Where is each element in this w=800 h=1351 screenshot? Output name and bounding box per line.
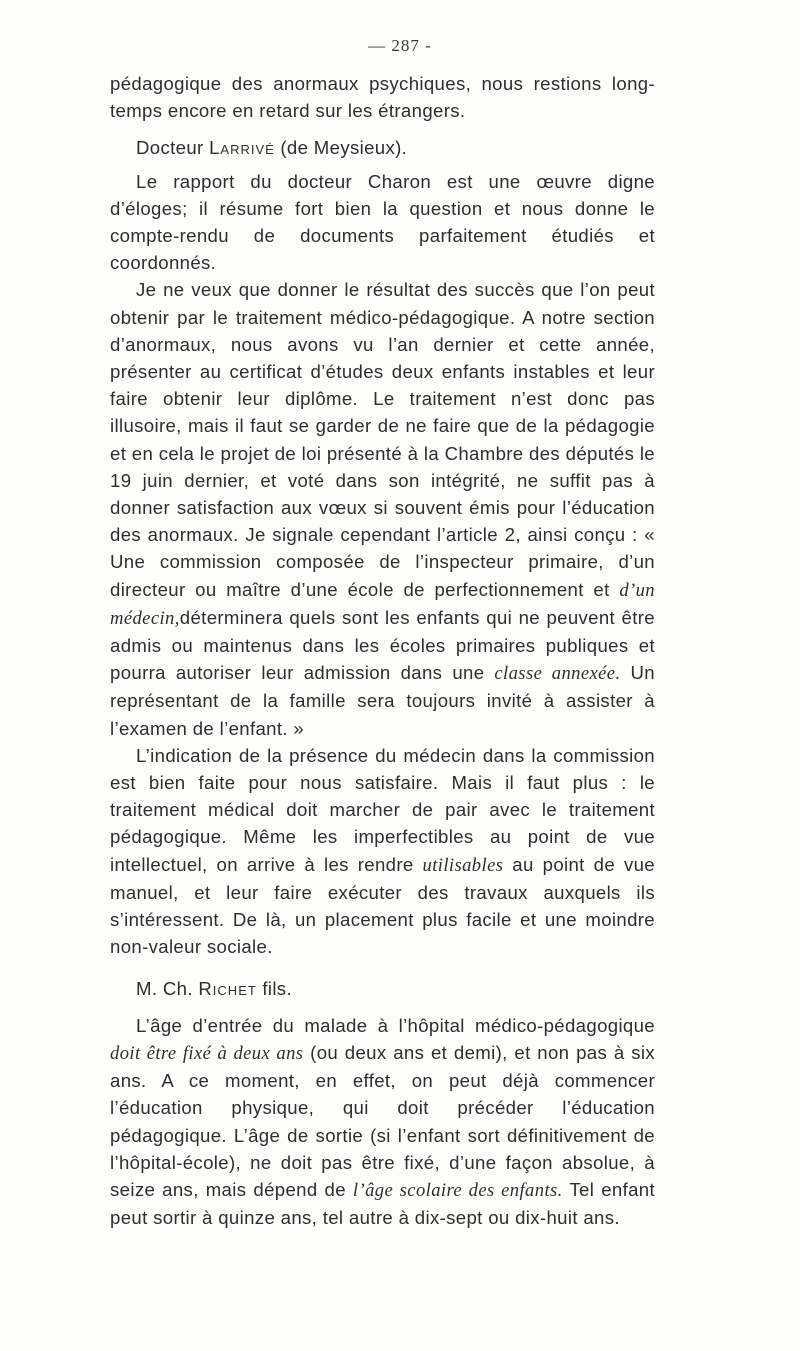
speaker-title: M. Ch.	[136, 977, 199, 999]
italic-text: utilisables	[422, 854, 504, 876]
italic-text: d’un médecin,	[110, 579, 655, 629]
paragraph-text: Je ne veux que donner le résultat des succès que l’on peut obtenir par le traitement médico-pédagogique. A notre section d’anormaux, nous avons vu l’an dernier et cette année, présenter au certificat d’études deux enfants instables et leur faire obtenir leur diplôme. Le traitement n’est donc pas illusoire, mais il faut se garder de ne faire que de la pédagogie et en cela le projet de loi présenté à la Chambre des députés le 19 juin dernier, et voté dans son intégrité, ne suffit pas à donner satisfaction aux vœux si souvent émis pour l’éducation des anormaux. Je signale cependant l’article 2, ainsi conçu : « Une commission composée de l’inspecteur primaire, d’un directeur ou maître d’une école de perfectionnement et	[110, 279, 655, 600]
paragraph-text: Un représentant de la famille sera toujours invité à assister à l’examen de l’enfant. »	[110, 662, 655, 739]
speaker-name: Richet	[198, 977, 257, 999]
speaker-heading-larrive	[110, 134, 655, 161]
page-number: — 287 -	[368, 36, 432, 55]
italic-text: l’âge scolaire des enfants.	[352, 1179, 563, 1201]
paragraph-age	[110, 1012, 655, 1232]
speaker-title: Docteur	[136, 137, 210, 159]
paragraph-rapport: Le rapport du docteur Charon est une œuvre digne d’éloges; il résume fort bien la question et nous donne le compte-rendu de documents parfaitement étudiés et coordonnés.	[110, 170, 655, 274]
paragraph-text: au point de vue manuel, et leur faire exécuter des travaux auxquels ils s’intéressent. De là, un placement plus facile et une moindre non-valeur sociale.	[110, 853, 655, 958]
paragraph-indication	[110, 742, 655, 961]
speaker-name: Larrivé	[209, 137, 275, 159]
paragraph-text: L’âge d’entrée du malade à l’hôpital médico-pédagogique	[136, 1014, 655, 1036]
speaker-place: (de Meysieux).	[274, 137, 408, 159]
paragraph-text: déterminera quels sont les enfants qui ne peuvent être admis ou maintenus dans les écoles primaires publiques et pourra autoriser leur admission dans une	[110, 606, 655, 684]
paragraph-text: Tel enfant peut sortir à quinze ans, tel autre à dix-sept ou dix-huit ans.	[110, 1178, 655, 1229]
paragraph-text: (ou deux ans et demi), et non pas à six ans. A ce moment, en effet, on peut déjà commencer l’éducation physique, qui doit précéder l’éducation pédagogique. L’âge de sortie (si l’enfant sort définitivement de l’hôpital-école), ne doit pas être fixé, d’une façon absolue, à seize ans, mais dépend de	[110, 1041, 656, 1200]
paragraph-text: L’indication de la présence du médecin dans la commission est bien faite pour nous satisfaire. Mais il faut plus : le traitement médical doit marcher de pair avec le traitement pédagogique. Même les imperfectibles au point de vue intellectuel, on arrive à les rendre	[110, 744, 655, 875]
speaker-heading-richet	[110, 975, 655, 1002]
body-text	[110, 70, 655, 1231]
speaker-suffix: fils.	[256, 977, 292, 999]
italic-text: doit être fixé à deux ans	[110, 1042, 304, 1064]
paragraph-resultat	[110, 276, 655, 741]
paragraph-intro: pédagogique des anormaux psychiques, nous restions long-temps encore en retard sur les étrangers.	[110, 73, 655, 122]
italic-text: classe annexée.	[494, 663, 621, 685]
